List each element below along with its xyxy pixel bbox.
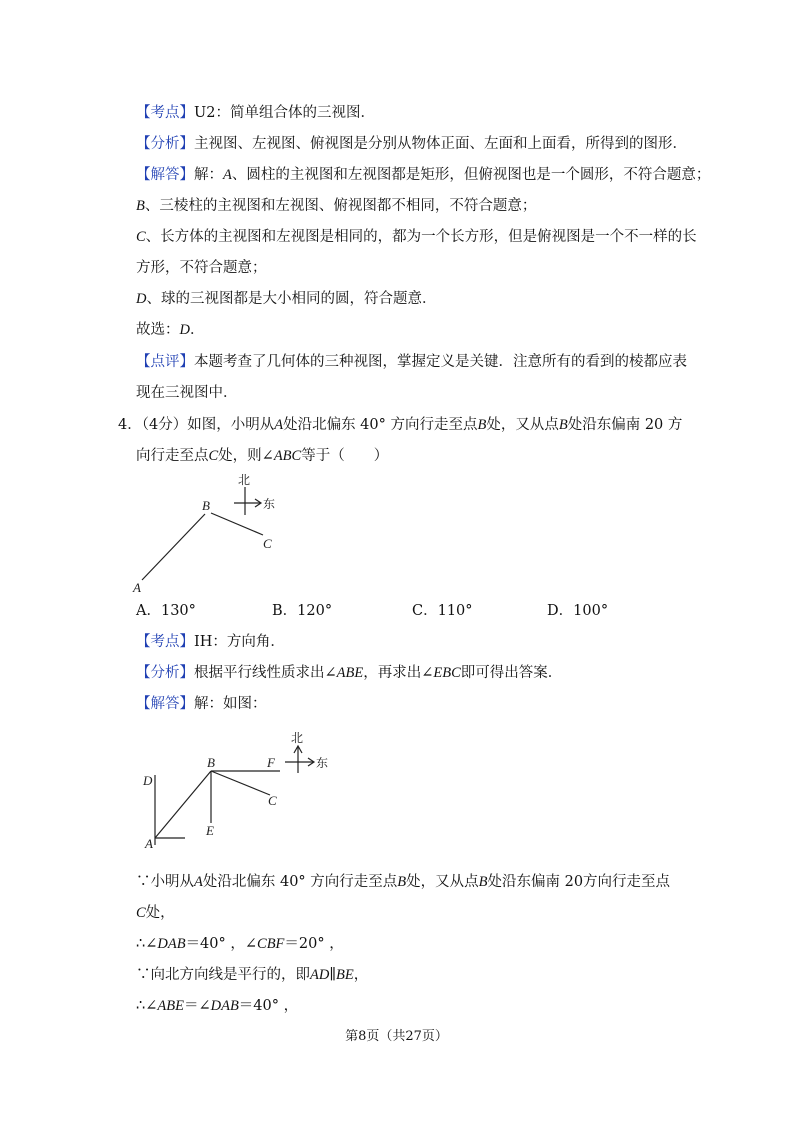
q4-stem-line2 — [136, 446, 388, 466]
q3-answer-suffix: ． — [189, 322, 205, 338]
q4-kaodian-text: IH：方向角． — [194, 634, 285, 650]
q4-fenxi-EBC: EBC — [433, 665, 461, 681]
q3-d-line — [136, 289, 436, 309]
q4-stem1-A: A — [274, 417, 284, 433]
q3-d-text: 、球的三视图都是大小相同的圆，符合题意． — [146, 291, 437, 307]
fig1-east-label: 东 — [263, 497, 276, 511]
fig1-point-A: A — [133, 580, 141, 594]
q4-s1-c: 处，又从点 — [406, 874, 479, 890]
q4-kaodian-tag: 【考点】 — [136, 634, 194, 650]
q3-b-letter: B — [136, 198, 145, 214]
q4-number: 4． — [118, 417, 142, 433]
q3-dianping-line2 — [136, 383, 238, 403]
kaodian-tag: 【考点】 — [136, 105, 194, 121]
q3-answer-prefix: 故选： — [136, 322, 180, 338]
option-d-label: D． — [547, 603, 574, 619]
q4-s1-e: 处， — [145, 905, 175, 921]
q4-s1-C: C — [136, 905, 146, 921]
q4-s2-DAB: DAB — [157, 936, 186, 952]
q4-s4-b: ＝∠ — [183, 998, 211, 1014]
dianping-tag: 【点评】 — [136, 354, 194, 370]
figure-1 — [130, 470, 300, 594]
fig2-line-BC — [211, 771, 270, 795]
q3-c-line2 — [136, 258, 267, 278]
q3-dianping-text2: 现在三视图中． — [136, 385, 238, 401]
fig2-east-label: 东 — [316, 756, 329, 770]
q4-kaodian-line — [136, 632, 285, 652]
option-c-label: C． — [412, 603, 438, 619]
fig1-north-label: 北 — [238, 473, 251, 487]
q4-s3-a: ∵向北方向线是平行的，即 — [136, 967, 310, 983]
q3-c-text2: 方形，不符合题意； — [136, 260, 267, 276]
q3-fenxi-text: 主视图、左视图、俯视图是分别从物体正面、左面和上面看，所得到的图形． — [194, 136, 687, 152]
fig2-line-AB — [155, 771, 211, 838]
q4-fenxi-tag: 【分析】 — [136, 665, 194, 681]
q4-stem1-c: 处，又从点 — [486, 417, 559, 433]
q3-answer-line — [136, 320, 204, 340]
q4-stem1-B: B — [477, 417, 487, 433]
q4-stem1-B2: B — [558, 417, 568, 433]
q4-s3-AD: AD — [310, 967, 330, 983]
q4-step3-line — [136, 965, 368, 985]
q4-jieda-line — [136, 694, 267, 714]
q3-c-letter: C — [136, 229, 146, 245]
fig2-point-F: F — [267, 755, 275, 770]
q4-s1-b: 处沿北偏东 40° 方向行走至点 — [202, 874, 398, 890]
q4-stem2-b: 处，则∠ — [218, 448, 274, 464]
option-b-value: 120° — [297, 603, 333, 619]
jieda-tag: 【解答】 — [136, 167, 194, 183]
page-footer: 第8页（共27页） — [345, 1029, 448, 1044]
q4-s1-B: B — [397, 874, 407, 890]
option-c[interactable] — [412, 601, 473, 621]
q4-fenxi-a: 根据平行线性质求出∠ — [194, 665, 337, 681]
fig2-north-label: 北 — [291, 731, 304, 745]
q4-s4-c: ＝40° ， — [238, 998, 299, 1014]
q4-s4-ABE: ABE — [157, 998, 184, 1014]
q4-s2-CBF: CBF — [257, 936, 285, 952]
q3-c-text1: 、长方体的主视图和左视图是相同的，都为一个长方形，但是俯视图是一个不一样的长 — [145, 229, 697, 245]
fenxi-tag: 【分析】 — [136, 136, 194, 152]
q3-fenxi-line — [136, 134, 687, 154]
q4-stem2-C: C — [208, 448, 219, 464]
fig1-line-AB — [142, 514, 205, 580]
fig2-point-D: D — [143, 773, 153, 788]
q3-a-letter: A — [223, 167, 232, 183]
q4-stem2-ABC: ABC — [273, 448, 302, 464]
q3-b-text: 、三棱柱的主视图和左视图、俯视图都不相同，不符合题意； — [144, 198, 537, 214]
q4-fenxi-ABE: ABE — [336, 665, 364, 681]
q4-step2-line — [136, 934, 344, 954]
q4-stem1-b: 处沿北偏东 40° 方向行走至点 — [283, 417, 478, 433]
q4-s1-a: ∵小明从 — [136, 874, 194, 890]
q4-stem1-d: 处沿东偏南 20 方 — [567, 417, 683, 433]
q4-stem1-a: （4分）如图，小明从 — [141, 417, 275, 433]
option-d[interactable] — [547, 601, 608, 621]
q4-fenxi-line — [136, 663, 562, 683]
q4-step4-line — [136, 996, 298, 1016]
q4-jieda-text: 解：如图： — [194, 696, 267, 712]
q3-c-line — [136, 227, 697, 247]
fig1-point-B: B — [202, 498, 210, 513]
option-a-value: 130° — [160, 603, 196, 619]
fig2-point-B: B — [207, 755, 215, 770]
q3-d-letter: D — [136, 291, 147, 307]
q3-dianping-line — [136, 352, 687, 372]
q4-stem2-c: 等于（ ） — [301, 448, 389, 464]
q4-s1-B2: B — [478, 874, 488, 890]
option-d-value: 100° — [573, 603, 609, 619]
figure-2 — [135, 725, 345, 855]
option-b[interactable] — [272, 601, 332, 621]
option-a-label: A． — [136, 603, 161, 619]
q4-s2-b: ＝40° ，∠ — [185, 936, 258, 952]
q4-step1-line1 — [136, 872, 670, 892]
q4-step1-line2 — [136, 903, 175, 923]
q3-jieda-prefix: 解： — [194, 167, 223, 183]
fig2-point-C: C — [268, 793, 277, 808]
q4-fenxi-b: ，再求出∠ — [363, 665, 434, 681]
q3-kaodian-line — [136, 103, 375, 123]
fig2-point-E: E — [206, 823, 214, 838]
fig1-line-BC — [211, 513, 263, 535]
q4-s2-c: ＝20° ， — [284, 936, 344, 952]
q3-jieda-line — [136, 165, 710, 185]
q4-jieda-tag: 【解答】 — [136, 696, 194, 712]
q4-s4-DAB: DAB — [210, 998, 239, 1014]
q4-s4-a: ∴∠ — [136, 998, 158, 1014]
q4-s1-d: 处沿东偏南 20方向行走至点 — [487, 874, 671, 890]
q3-kaodian-text: U2：简单组合体的三视图． — [194, 105, 375, 121]
q4-s2-a: ∴∠ — [136, 936, 158, 952]
q4-fenxi-c: 即可得出答案． — [460, 665, 563, 681]
q4-s3-b: ∥ — [329, 967, 337, 983]
option-b-label: B． — [272, 603, 298, 619]
q4-stem-line1 — [118, 415, 682, 435]
fig1-point-C: C — [263, 536, 272, 551]
q4-stem2-a: 向行走至点 — [136, 448, 209, 464]
option-c-value: 110° — [437, 603, 473, 619]
q4-s3-c: ， — [353, 967, 369, 983]
option-a[interactable] — [136, 601, 196, 621]
q3-b-line — [136, 196, 536, 216]
q3-a-text: 、圆柱的主视图和左视图都是矩形，但俯视图也是一个圆形，不符合题意； — [231, 167, 711, 183]
q4-s3-BE: BE — [336, 967, 354, 983]
q3-answer-letter: D — [179, 322, 190, 338]
fig2-point-A: A — [145, 836, 153, 851]
q4-s1-A: A — [194, 874, 203, 890]
q3-dianping-text1: 本题考查了几何体的三种视图，掌握定义是关键．注意所有的看到的棱都应表 — [194, 354, 687, 370]
